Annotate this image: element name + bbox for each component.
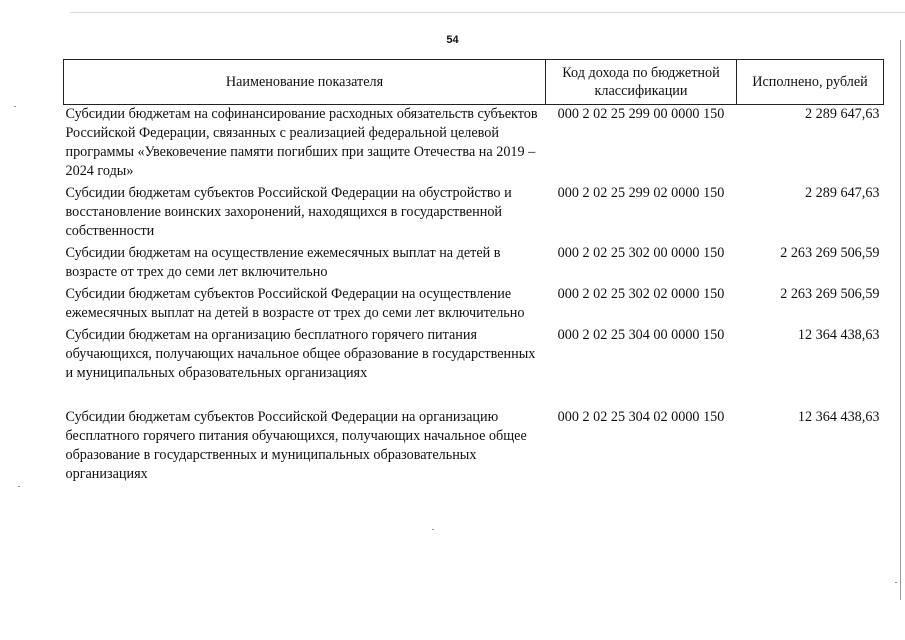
indicator-name: Субсидии бюджетам субъектов Российской Федерации на организацию бесплатного горячего питания обучающихся, получающих начальное общее образование в государственных и муниципальных образовательных организациях [65,409,527,482]
executed-amount: 2 289 647,63 [805,185,880,201]
income-code: 000 2 02 25 304 02 0000 150 [557,409,725,425]
budget-table [63,59,884,487]
scan-speck [432,529,434,530]
income-code: 000 2 02 25 299 02 0000 150 [557,185,725,201]
table-row [64,105,884,185]
header-indicator-name: Наименование показателя [64,60,546,105]
scan-top-edge [70,12,905,13]
scan-speck [14,106,16,107]
indicator-name: Субсидии бюджетам субъектов Российской Федерации на осуществление ежемесячных выплат на детей в возрасте от трех до семи лет включительно [65,286,525,321]
table-header-row [64,60,884,105]
executed-amount: 12 364 438,63 [797,409,880,425]
executed-amount: 2 263 269 506,59 [780,286,880,302]
scan-speck [895,582,897,583]
executed-amount: 12 364 438,63 [797,327,880,343]
scan-right-edge [900,40,901,600]
executed-amount: 2 263 269 506,59 [780,245,880,261]
page-number: 54 [446,34,459,46]
scan-speck [18,486,20,487]
executed-amount: 2 289 647,63 [805,106,880,122]
indicator-name: Субсидии бюджетам на организацию бесплатного горячего питания обучающихся, получающих начальное общее образование в государственных и муниципальных образовательных организациях [65,327,536,381]
header-executed-amount: Исполнено, рублей [737,60,884,105]
income-code: 000 2 02 25 302 00 0000 150 [557,245,725,261]
income-code: 000 2 02 25 299 00 0000 150 [557,106,725,122]
header-income-code: Код дохода по бюджетной классификации [546,60,737,105]
table-row [64,285,884,326]
table-row [64,326,884,383]
table-row [64,244,884,285]
indicator-name: Субсидии бюджетам на софинансирование расходных обязательств субъектов Российской Федерации, связанных с реализацией федеральной целевой программы «Увековечение памяти погибших при защите Отечества на 2019 – 2024 годы» [65,106,538,179]
indicator-name: Субсидии бюджетам на осуществление ежемесячных выплат на детей в возрасте от трех до семи лет включительно [65,245,501,280]
table-row [64,184,884,244]
income-code: 000 2 02 25 304 00 0000 150 [557,327,725,343]
table-row [64,408,884,487]
row-spacer [64,383,884,408]
indicator-name: Субсидии бюджетам субъектов Российской Федерации на обустройство и восстановление воинских захоронений, находящихся в государственной собственности [65,185,512,239]
income-code: 000 2 02 25 302 02 0000 150 [557,286,725,302]
